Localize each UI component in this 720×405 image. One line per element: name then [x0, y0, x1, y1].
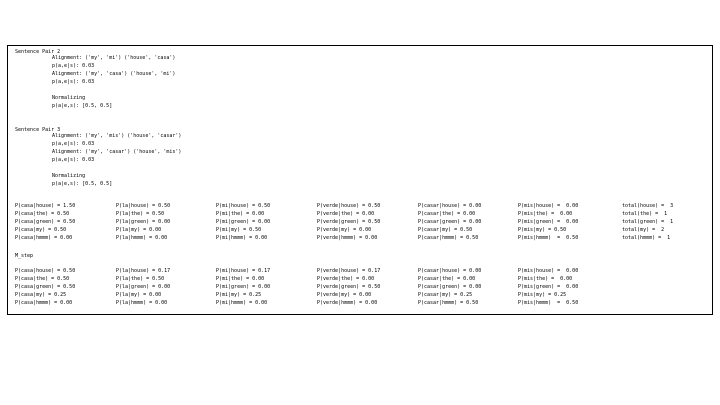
- probability-entry: P(casa|hmmm) = 0.00: [15, 235, 73, 241]
- probability-entry: P(mis|my) = 0.50: [518, 227, 567, 233]
- probability-entry: P(casa|green) = 0.50: [15, 284, 76, 290]
- probability-entry: P(casa|green) = 0.50: [15, 219, 76, 225]
- probability-entry: P(verde|hmmm) = 0.00: [317, 235, 378, 241]
- probability-entry: P(verde|my) = 0.00: [317, 292, 372, 298]
- probability-entry: P(mis|my) = 0.25: [518, 292, 567, 298]
- probability-entry: P(la|house) = 0.17: [116, 268, 171, 274]
- probability-entry: P(casar|the) = 0.00: [418, 211, 476, 217]
- probability-entry: P(mis|green) = 0.00: [518, 219, 579, 225]
- probability-entry: P(mis|hmmm) = 0.50: [518, 300, 579, 306]
- sentence-pair-line: p(a,e|s): 0.03: [52, 79, 95, 85]
- sentence-pair-header: Sentence Pair 2: [15, 49, 61, 55]
- probability-entry: P(mi|the) = 0.00: [216, 276, 265, 282]
- sentence-pair-line: p(a|e,s): [0.5, 0.5]: [52, 103, 113, 109]
- sentence-pair-line: Alignment: ('my', 'mi') ('house', 'casa'): [52, 55, 176, 61]
- sentence-pair-line: Alignment: ('my', 'mis') ('house', 'casar'): [52, 133, 182, 139]
- probability-entry: P(verde|the) = 0.00: [317, 211, 375, 217]
- sentence-pair-header: Sentence Pair 3: [15, 127, 61, 133]
- probability-entry: P(casar|my) = 0.50: [418, 227, 473, 233]
- output-panel: [7, 45, 713, 315]
- probability-entry: total(house) = 3: [622, 203, 674, 209]
- probability-entry: P(casar|green) = 0.00: [418, 219, 482, 225]
- probability-entry: P(casa|hmmm) = 0.00: [15, 300, 73, 306]
- probability-entry: P(mis|green) = 0.00: [518, 284, 579, 290]
- sentence-pair-line: p(a,e|s): 0.03: [52, 141, 95, 147]
- sentence-pair-line: Alignment: ('my', 'casar') ('house', 'mis'): [52, 149, 182, 155]
- probability-entry: P(la|the) = 0.50: [116, 211, 165, 217]
- probability-entry: P(mis|the) = 0.00: [518, 276, 573, 282]
- probability-entry: P(la|my) = 0.00: [116, 227, 162, 233]
- probability-entry: P(mi|my) = 0.50: [216, 227, 262, 233]
- probability-entry: P(la|green) = 0.00: [116, 284, 171, 290]
- probability-entry: P(la|my) = 0.00: [116, 292, 162, 298]
- probability-entry: P(casar|hmmm) = 0.50: [418, 300, 479, 306]
- probability-entry: P(mi|green) = 0.00: [216, 219, 271, 225]
- probability-entry: P(la|house) = 0.50: [116, 203, 171, 209]
- probability-entry: P(mi|my) = 0.25: [216, 292, 262, 298]
- probability-entry: P(verde|the) = 0.00: [317, 276, 375, 282]
- probability-entry: total(my) = 2: [622, 227, 665, 233]
- probability-entry: P(mi|green) = 0.00: [216, 284, 271, 290]
- probability-entry: P(casar|house) = 0.00: [418, 203, 482, 209]
- probability-entry: P(casa|my) = 0.50: [15, 227, 67, 233]
- probability-entry: P(casa|my) = 0.25: [15, 292, 67, 298]
- probability-entry: P(mi|house) = 0.17: [216, 268, 271, 274]
- sentence-pair-line: Normalizing: [52, 173, 86, 179]
- probability-entry: P(verde|green) = 0.50: [317, 284, 381, 290]
- probability-entry: P(casa|house) = 0.50: [15, 268, 76, 274]
- probability-entry: P(verde|hmmm) = 0.00: [317, 300, 378, 306]
- probability-entry: P(la|hmmm) = 0.00: [116, 300, 168, 306]
- probability-entry: P(casar|house) = 0.00: [418, 268, 482, 274]
- probability-entry: P(casar|the) = 0.00: [418, 276, 476, 282]
- sentence-pair-line: p(a,e|s): 0.03: [52, 157, 95, 163]
- probability-entry: P(mis|hmmm) = 0.50: [518, 235, 579, 241]
- probability-entry: P(mi|hmmm) = 0.00: [216, 235, 268, 241]
- sentence-pair-line: p(a|e,s): [0.5, 0.5]: [52, 181, 113, 187]
- probability-entry: P(verde|green) = 0.50: [317, 219, 381, 225]
- probability-entry: P(mi|the) = 0.00: [216, 211, 265, 217]
- probability-entry: P(casa|the) = 0.50: [15, 211, 70, 217]
- probability-entry: P(la|the) = 0.50: [116, 276, 165, 282]
- probability-entry: P(verde|my) = 0.00: [317, 227, 372, 233]
- probability-entry: P(mi|hmmm) = 0.00: [216, 300, 268, 306]
- probability-entry: P(casa|the) = 0.50: [15, 276, 70, 282]
- m-step-label: M_step: [15, 253, 34, 259]
- probability-entry: P(casar|hmmm) = 0.50: [418, 235, 479, 241]
- sentence-pair-line: Alignment: ('my', 'casa') ('house', 'mi'): [52, 71, 176, 77]
- probability-entry: total(the) = 1: [622, 211, 668, 217]
- probability-entry: P(mis|the) = 0.00: [518, 211, 573, 217]
- probability-entry: P(casa|house) = 1.50: [15, 203, 76, 209]
- sentence-pair-line: p(a,e|s): 0.03: [52, 63, 95, 69]
- probability-entry: P(casar|green) = 0.00: [418, 284, 482, 290]
- probability-entry: total(green) = 1: [622, 219, 674, 225]
- probability-entry: P(mis|house) = 0.00: [518, 203, 579, 209]
- probability-entry: P(verde|house) = 0.17: [317, 268, 381, 274]
- probability-entry: P(la|green) = 0.00: [116, 219, 171, 225]
- probability-entry: P(la|hmmm) = 0.00: [116, 235, 168, 241]
- probability-entry: P(mis|house) = 0.00: [518, 268, 579, 274]
- probability-entry: P(casar|my) = 0.25: [418, 292, 473, 298]
- sentence-pair-line: Normalizing: [52, 95, 86, 101]
- probability-entry: P(mi|house) = 0.50: [216, 203, 271, 209]
- probability-entry: P(verde|house) = 0.50: [317, 203, 381, 209]
- probability-entry: total(hmmm) = 1: [622, 235, 671, 241]
